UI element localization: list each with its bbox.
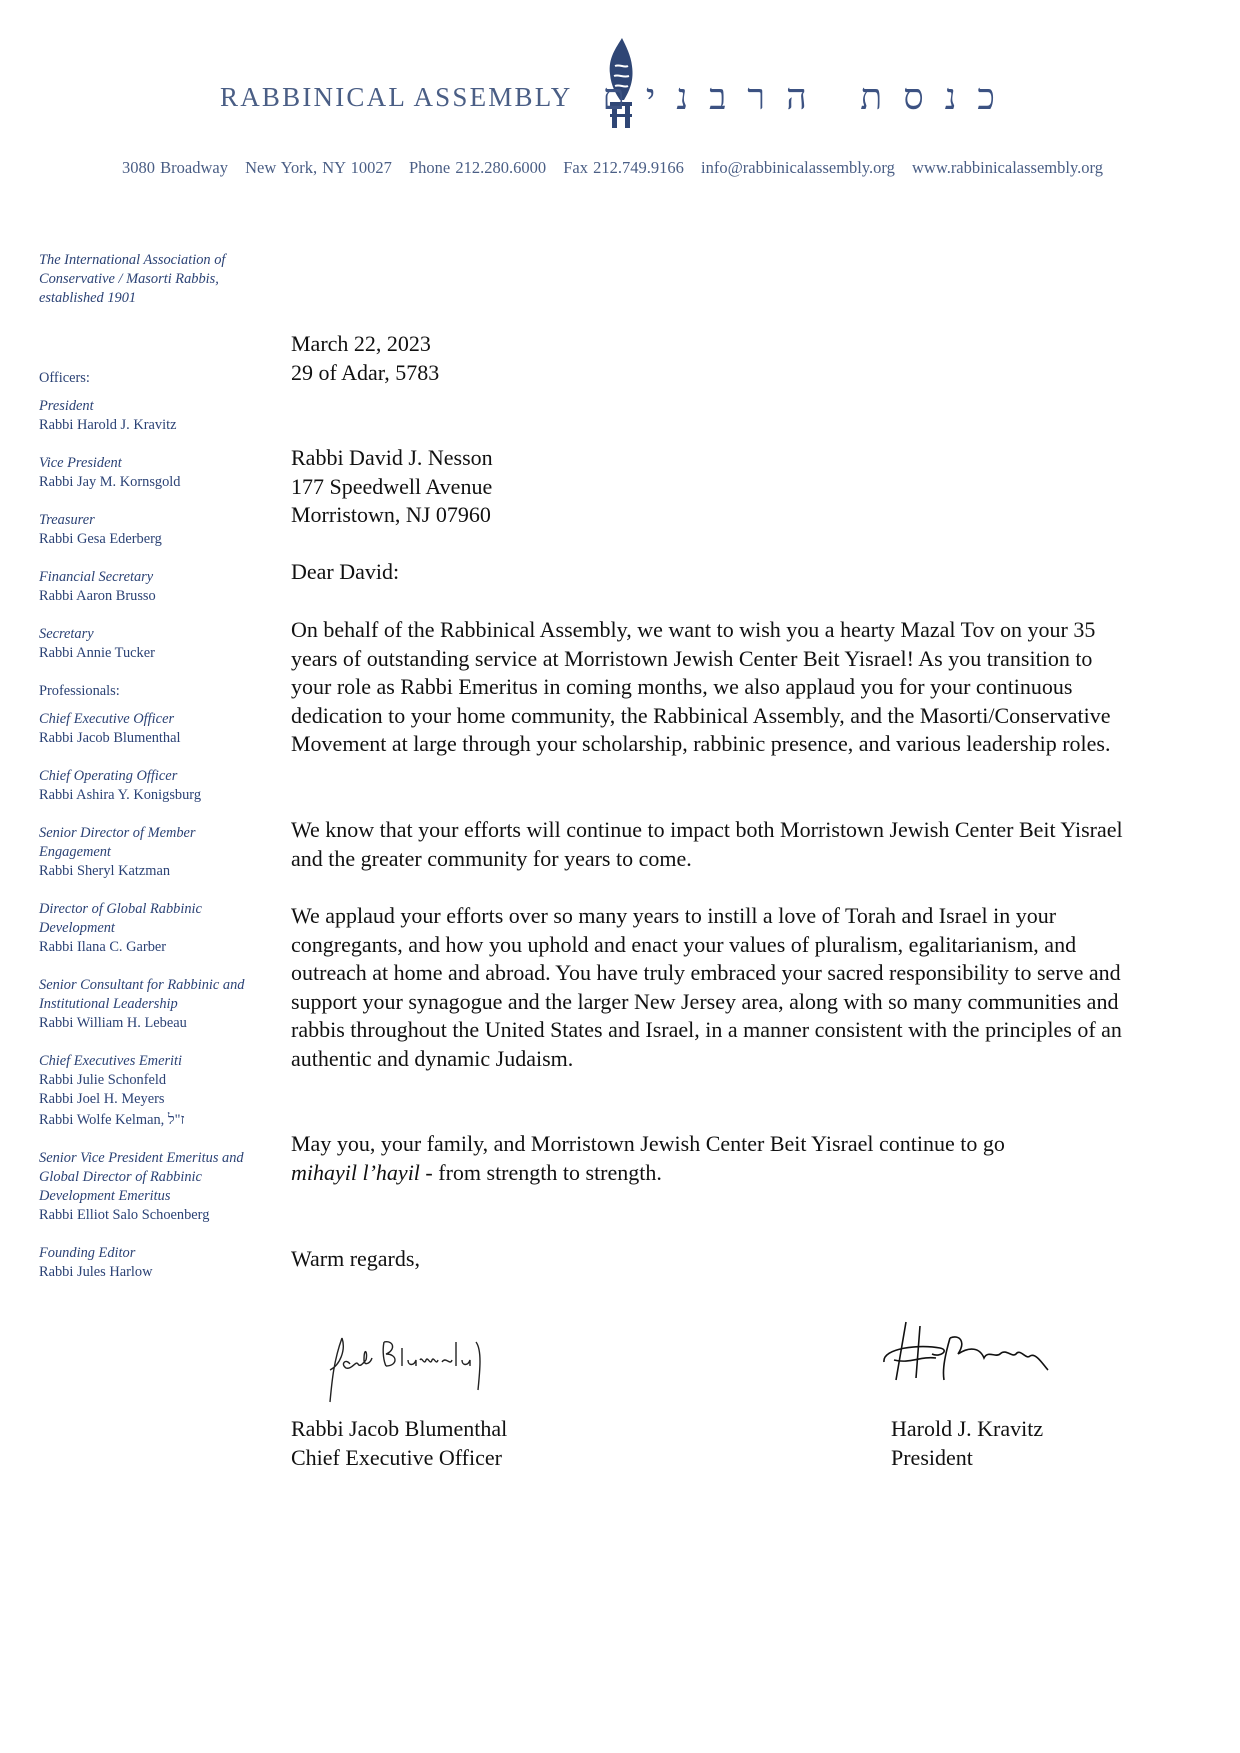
signatory-president — [891, 1415, 1043, 1472]
closing: Warm regards, — [291, 1246, 420, 1271]
sidebar — [39, 251, 274, 1301]
phone: Phone 212.280.6000 — [408, 158, 547, 177]
recipient-address — [291, 444, 1141, 530]
professional-entry: Senior Consultant for Rabbinic and Institutional Leadership Rabbi William H. Lebeau — [39, 977, 245, 1031]
date-hebrew: 29 of Adar, 5783 — [291, 359, 440, 385]
recipient-name: Rabbi David J. Nesson — [291, 445, 493, 470]
emeriti-entry: Chief Executives Emeriti Rabbi Julie Schonfeld Rabbi Joel H. Meyers Rabbi Wolfe Kelman, ז"ל — [39, 1053, 185, 1128]
letter-date — [291, 330, 1141, 387]
officer-entry: Secretary Rabbi Annie Tucker — [39, 626, 155, 661]
recipient-street: 177 Speedwell Avenue — [291, 473, 493, 499]
founding-editor-entry: Founding Editor Rabbi Jules Harlow — [39, 1245, 153, 1280]
salutation: Dear David: — [291, 559, 400, 584]
signatory-name: Harold J. Kravitz — [891, 1416, 1044, 1441]
professional-entry: Director of Global Rabbinic Development Rabbi Ilana C. Garber — [39, 901, 202, 955]
contact-line — [122, 158, 1103, 178]
address: 3080 Broadway — [122, 158, 228, 177]
signatory-title: President — [891, 1444, 973, 1470]
body-paragraph-1: On behalf of the Rabbinical Assembly, we want to wish you a hearty Mazal Tov on your 35 years of outstanding service at Morristown Jewish Center Beit Yisrael! As you transition to your role as Rabbi Emeritus in coming months, we also applaud you for your continuous dedication to your home community, the Rabbinical Assembly, and the Masorti/Conservative Movement at large through your scholarship, rabbinic presence, and various leadership roles. — [291, 617, 1111, 757]
body-paragraph-closing: May you, your family, and Morristown Jewish Center Beit Yisrael continue to go mihayil l’hayil - from strength to strength. — [291, 1131, 1005, 1185]
date-gregorian: March 22, 2023 — [291, 331, 431, 356]
recipient-city: Morristown, NJ 07960 — [291, 502, 491, 528]
signature-kravitz-icon — [880, 1318, 1080, 1388]
professionals-label: Professionals: — [39, 683, 120, 699]
officer-entry: Financial Secretary Rabbi Aaron Brusso — [39, 569, 156, 604]
signature-blumenthal-icon — [312, 1320, 512, 1410]
professional-entry: Chief Executive Officer Rabbi Jacob Blumenthal — [39, 711, 181, 746]
signatory-title: Chief Executive Officer — [291, 1444, 502, 1470]
body-paragraph-2: We know that your efforts will continue to impact both Morristown Jewish Center Beit Yisrael and the greater community for years to come. — [291, 817, 1123, 871]
professional-entry: Chief Operating Officer Rabbi Ashira Y. Konigsburg — [39, 768, 202, 803]
officer-entry: Vice President Rabbi Jay M. Kornsgold — [39, 455, 181, 490]
website-link[interactable]: www.rabbinicalassembly.org — [912, 158, 1103, 177]
officer-entry: Treasurer Rabbi Gesa Ederberg — [39, 512, 162, 547]
fax: Fax 212.749.9166 — [563, 158, 684, 177]
hebrew-org-name: כנסת הרבנים — [602, 77, 1016, 118]
svp-emeritus-entry: Senior Vice President Emeritus and Global Director of Rabbinic Development Emeritus Rabbi Elliot Salo Schoenberg — [39, 1150, 244, 1223]
officers-label: Officers: — [39, 370, 90, 386]
email-link[interactable]: info@rabbinicalassembly.org — [700, 158, 895, 177]
signatory-ceo — [291, 1415, 507, 1472]
signatory-name: Rabbi Jacob Blumenthal — [291, 1416, 508, 1441]
hebrew-phrase: mihayil l’hayil — [291, 1159, 420, 1185]
professional-entry: Senior Director of Member Engagement Rabbi Sheryl Katzman — [39, 825, 196, 879]
body-paragraph-3: We applaud your efforts over so many years to instill a love of Torah and Israel in your congregants, and how you uphold and enact your values of pluralism, egalitarianism, and outreach at home and abroad. You have truly embraced your sacred responsibility to serve and support your synagogue and the larger New Jersey area, along with so many communities and rabbis throughout the United States and Israel, in a manner consistent with the principles of an authentic and dynamic Judaism. — [291, 903, 1122, 1071]
city: New York, NY 10027 — [245, 158, 392, 177]
org-name: RABBINICAL ASSEMBLY — [220, 82, 573, 112]
officer-entry: President Rabbi Harold J. Kravitz — [39, 398, 177, 433]
tagline: The International Association of Conservative / Masorti Rabbis, established 1901 — [39, 252, 226, 306]
